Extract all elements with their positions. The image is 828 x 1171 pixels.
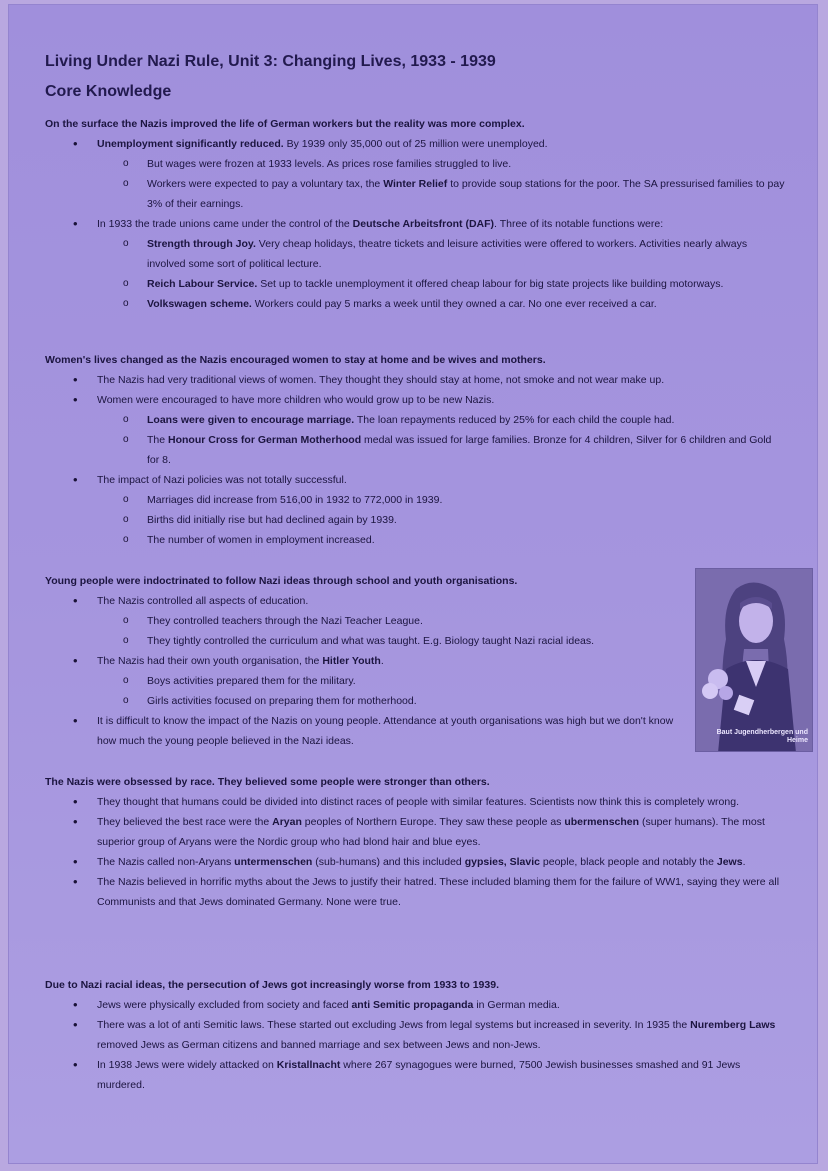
- bold-text: Strength through Joy.: [147, 238, 256, 250]
- text: By 1939 only 35,000 out of 25 million were unemployed.: [283, 138, 548, 150]
- list-item: [147, 410, 785, 430]
- text: where 267 synagogues were burned, 7500 Jewish businesses smashed and 91 Jews murdered.: [97, 1059, 741, 1091]
- text: The Nazis had their own youth organisation, the: [97, 655, 323, 667]
- bold-text: ubermenschen: [564, 816, 640, 828]
- text: to provide soup stations for the poor. The SA pressurised families to pay 3% of their earnings.: [147, 178, 785, 210]
- text: .: [742, 856, 746, 868]
- text: . Three of its notable functions were:: [494, 218, 664, 230]
- document-subtitle: Core Knowledge: [45, 83, 172, 100]
- text: (super humans). The most superior group of Aryans were the Nordic group who had blond hair and blue eyes.: [97, 816, 765, 848]
- text: medal was issued for large families. Bronze for 4 children, Silver for 6 children and Gold for 8.: [147, 434, 772, 466]
- text: The loan repayments reduced by 25% for each child the couple had.: [354, 414, 675, 426]
- text: in German media.: [473, 999, 560, 1011]
- bold-text: untermenschen: [234, 856, 313, 868]
- bold-text: gypsies, Slavic: [464, 856, 540, 868]
- text: The: [147, 434, 169, 446]
- document-title: Living Under Nazi Rule, Unit 3: Changing Lives, 1933 - 1939: [45, 53, 496, 70]
- list-item: o They controlled teachers through the Nazi Teacher League.: [147, 611, 685, 631]
- list-item: [97, 390, 785, 470]
- women-section: [45, 350, 785, 550]
- list-item: [97, 1015, 785, 1055]
- text: The Nazis controlled all aspects of education.: [97, 595, 309, 607]
- youth-section: [45, 571, 685, 751]
- list-item: [147, 174, 785, 214]
- text: .: [380, 655, 384, 667]
- list-item: o Boys activities prepared them for the military.: [147, 671, 685, 691]
- bold-text: Loans were given to encourage marriage.: [147, 414, 355, 426]
- workers-section: [45, 114, 785, 314]
- bold-text: Winter Relief: [383, 178, 448, 190]
- list-item: [97, 1055, 785, 1095]
- bold-text: Deutsche Arbeitsfront (DAF): [352, 218, 495, 230]
- text: (sub-humans) and this included: [312, 856, 465, 868]
- list-item: o Births did initially rise but had declined again by 1939.: [147, 510, 785, 530]
- race-section: [45, 772, 785, 912]
- list-item: • The Nazis had very traditional views of women. They thought they should stay at home, not smoke and not wear make up.: [97, 370, 785, 390]
- bold-text: Reich Labour Service.: [147, 278, 258, 290]
- bold-text: Unemployment significantly reduced.: [97, 138, 284, 150]
- bold-text: Aryan: [272, 816, 302, 828]
- bold-text: anti Semitic propaganda: [351, 999, 474, 1011]
- list-item: [97, 470, 785, 550]
- hitler-youth-poster-image: [695, 568, 813, 752]
- list-item: [97, 995, 785, 1015]
- list-item: [97, 812, 785, 852]
- text: There was a lot of anti Semitic laws. These started out excluding Jews from legal systems but increased in severity. In 1935 the: [97, 1019, 691, 1031]
- list-item: [147, 294, 785, 314]
- bold-text: Jews: [716, 856, 743, 868]
- text: In 1938 Jews were widely attacked on: [97, 1059, 277, 1071]
- women-heading: Women's lives changed as the Nazis encouraged women to stay at home and be wives and mothers.: [45, 354, 546, 366]
- text: They believed the best race were the: [97, 816, 273, 828]
- bold-text: Volkswagen scheme.: [147, 298, 252, 310]
- text: The impact of Nazi policies was not totally successful.: [97, 474, 347, 486]
- text: Very cheap holidays, theatre tickets and leisure activities were offered to workers. Activities nearly always involved some sort of political lecture.: [147, 238, 748, 270]
- text: Women were encouraged to have more children who would grow up to be new Nazis.: [97, 394, 495, 406]
- race-heading: The Nazis were obsessed by race. They believed some people were stronger than others.: [45, 776, 490, 788]
- list-item: [147, 274, 785, 294]
- poster-illustration: [696, 569, 813, 752]
- persecution-section: [45, 975, 785, 1095]
- text: people, black people and notably the: [539, 856, 717, 868]
- list-item: o They tightly controlled the curriculum and what was taught. E.g. Biology taught Nazi racial ideas.: [147, 631, 685, 651]
- bold-text: Kristallnacht: [276, 1059, 341, 1071]
- list-item: o Girls activities focused on preparing them for motherhood.: [147, 691, 685, 711]
- bold-text: Hitler Youth: [322, 655, 381, 667]
- list-item: [97, 591, 685, 651]
- text: Jews were physically excluded from society and faced: [97, 999, 352, 1011]
- list-item: [147, 430, 785, 470]
- poster-caption: Baut Jugendherbergen und Heime: [716, 729, 808, 744]
- youth-heading: Young people were indoctrinated to follow Nazi ideas through school and youth organisations.: [45, 575, 518, 587]
- list-item: • The Nazis believed in horrific myths about the Jews to justify their hatred. These included blaming them for the failure of WW1, saying they were all Communists and that Jews dominated Germany. None were true.: [97, 872, 785, 912]
- list-item: o The number of women in employment increased.: [147, 530, 785, 550]
- list-item: [97, 651, 685, 711]
- text: Workers could pay 5 marks a week until they owned a car. No one ever received a car.: [251, 298, 657, 310]
- text: peoples of Northern Europe. They saw these people as: [301, 816, 565, 828]
- list-item: • It is difficult to know the impact of the Nazis on young people. Attendance at youth organisations was high but we don't know how much the young people believed in the Nazi ideas.: [97, 711, 685, 751]
- text: removed Jews as German citizens and banned marriage and sex between Jews and non-Jews.: [97, 1039, 541, 1051]
- text: Workers were expected to pay a voluntary tax, the: [147, 178, 384, 190]
- list-item: [97, 134, 785, 214]
- list-item: [147, 234, 785, 274]
- list-item: • They thought that humans could be divided into distinct races of people with similar features. Scientists now think this is completely wrong.: [97, 792, 785, 812]
- list-item: [97, 852, 785, 872]
- persecution-heading: Due to Nazi racial ideas, the persecution of Jews got increasingly worse from 1933 to 1939.: [45, 979, 499, 991]
- list-item: [97, 214, 785, 314]
- bold-text: Honour Cross for German Motherhood: [168, 434, 362, 446]
- list-item: o But wages were frozen at 1933 levels. As prices rose families struggled to live.: [147, 154, 785, 174]
- list-item: o Marriages did increase from 516,00 in 1932 to 772,000 in 1939.: [147, 490, 785, 510]
- workers-heading: On the surface the Nazis improved the life of German workers but the reality was more complex.: [45, 118, 525, 130]
- text: In 1933 the trade unions came under the control of the: [97, 218, 353, 230]
- bold-text: Nuremberg Laws: [690, 1019, 776, 1031]
- text: Set up to tackle unemployment it offered cheap labour for big state projects like building motorways.: [257, 278, 724, 290]
- text: The Nazis called non-Aryans: [97, 856, 235, 868]
- document-page: [8, 4, 818, 1164]
